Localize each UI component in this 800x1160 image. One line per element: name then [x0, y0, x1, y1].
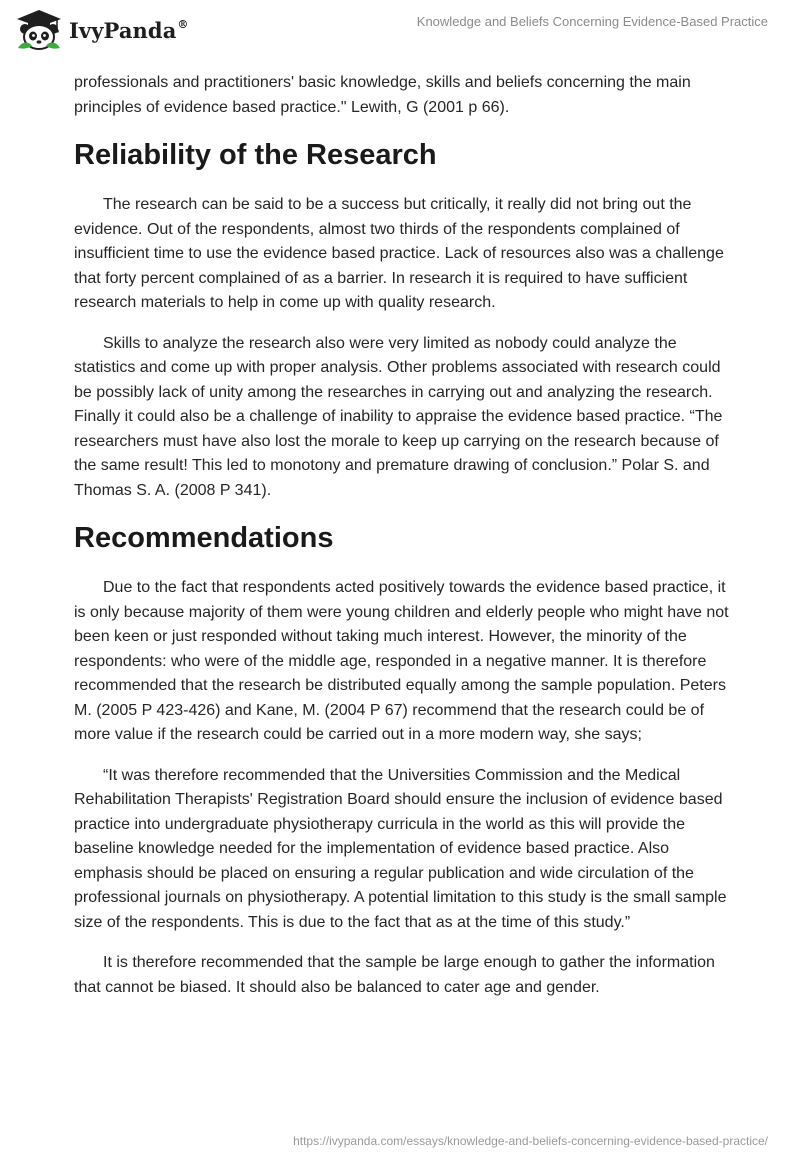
section-heading-reliability: Reliability of the Research	[74, 139, 437, 171]
section-heading-recommendations: Recommendations	[74, 522, 334, 554]
panda-graduation-cap-icon	[14, 8, 64, 50]
logo-text: IvyPanda®	[69, 17, 189, 43]
paragraph: The research can be said to be a success but critically, it really did not bring out the evidence. Out of the respondents, almost two thirds of the respondents complained of insufficient time to use the evidence based practice. Lack of resources also was a challenge that forty percent complained of as a barrier. In research it is required to have sufficient research materials to help in come up with quality research.	[74, 196, 724, 311]
paragraph: It is therefore recommended that the sample be large enough to gather the information that cannot be biased. It should also be balanced to cater age and gender.	[74, 954, 715, 996]
paragraph: Due to the fact that respondents acted positively towards the evidence based practice, it is only because majority of them were young children and elderly people who might have not been keen or just responded without taking much interest. However, the minority of the respondents: who were of the middle age, responded in a negative manner. It is therefore recommended that the research be distributed equally among the sample population. Peters M. (2005 P 423-426) and Kane, M. (2004 P 67) recommend that the research could be of more value if the research could be carried out in a more modern way, she says;	[74, 579, 729, 743]
article-body	[74, 71, 734, 1016]
page-header	[0, 0, 800, 60]
paragraph: Skills to analyze the research also were very limited as nobody could analyze the statistics and come up with proper analysis. Other problems associated with research could be possibly lack of unity among the researches in carrying out and analyzing the research. Finally it could also be a challenge of inability to appraise the evidence based practice. “The researchers must have also lost the morale to keep up carrying on the research because of the same result! This led to monotony and premature drawing of conclusion.” Polar S. and Thomas S. A. (2008 P 341).	[74, 334, 723, 499]
quote-paragraph: “It was therefore recommended that the Universities Commission and the Medical Rehabilitation Therapists' Registration Board should ensure the inclusion of evidence based practice into undergraduate physiotherapy curricula in the world as this will provide the baseline knowledge needed for the implementation of evidence based practice. Also emphasis should be placed on ensuring a regular publication and wide circulation of the professional journals on physiotherapy. A potential limitation to this study is the small sample size of the respondents. This is due to the fact that as at the time of this study.”	[74, 766, 727, 931]
intro-paragraph: professionals and practitioners' basic knowledge, skills and beliefs concerning the main principles of evidence based practice." Lewith, G (2001 p 66).	[74, 74, 691, 116]
source-url[interactable]: https://ivypanda.com/essays/knowledge-and-beliefs-concerning-evidence-based-practice/	[293, 1134, 768, 1148]
ivypanda-logo[interactable]	[14, 8, 189, 50]
document-title: Knowledge and Beliefs Concerning Evidence-Based Practice	[416, 14, 768, 29]
